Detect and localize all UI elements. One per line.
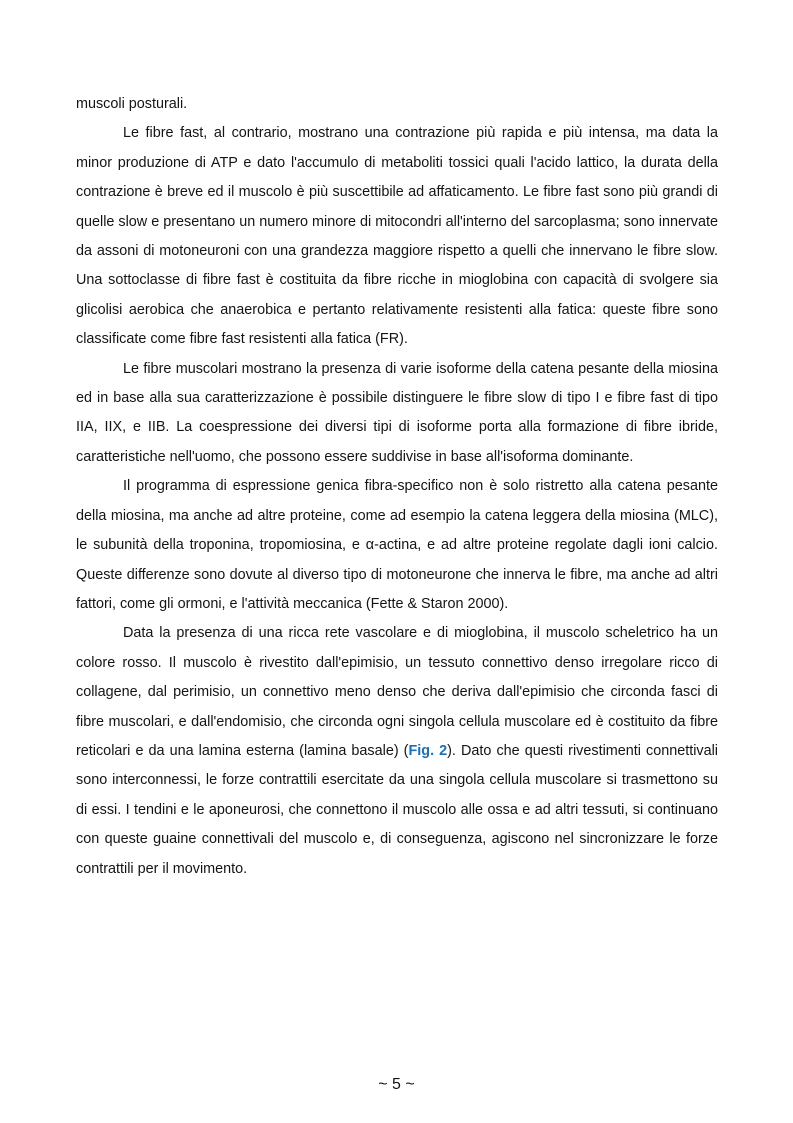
paragraph-fast-fibers: Le fibre fast, al contrario, mostrano una contrazione più rapida e più intensa, ma data la minor produzione di ATP e dato l'accumulo di metaboliti tossici quali l'acido lattico, la durata della contrazione è breve ed il muscolo è più suscettibile ad affaticamento. Le fibre fast sono più grandi di quelle slow e presentano un numero minore di mitocondri all'interno del sarcoplasma; sono innervate da assoni di motoneuroni con una grandezza maggiore rispetto a quelli che innervano le fibre slow. Una sottoclasse di fibre fast è costituita da fibre ricche in mioglobina con capacità di svolgere sia glicolisi aerobica che anaerobica e pertanto relativamente resistenti alla fatica: queste fibre sono classificate come fibre fast resistenti alla fatica (FR). xyxy=(76,125,718,348)
page-number: ~ 5 ~ xyxy=(378,1076,415,1093)
paragraph-connective-tissue-end: ). Dato che questi rivestimenti connettivali sono interconnessi, le forze contrattili esercitate da una singola cellula muscolare si trasmettono su di essi. I tendini e le aponeurosi, che connettono il muscolo alle ossa e ad altri tessuti, si continuano con queste guaine connettivali del muscolo e, di conseguenza, agiscono nel sincronizzare le forze contrattili per il movimento. xyxy=(76,742,719,877)
paragraph-continuation: muscoli posturali. xyxy=(76,96,188,112)
body-text xyxy=(76,90,718,884)
figure-reference-link[interactable]: Fig. 2 xyxy=(408,742,448,759)
paragraph-connective-tissue-start: Data la presenza di una ricca rete vascolare e di mioglobina, il muscolo scheletrico ha un colore rosso. Il muscolo è rivestito dall'epimisio, un tessuto connettivo denso irregolare ricco di collagene, dal perimisio, un connettivo meno denso che deriva dall'epimisio che circonda fasci di fibre muscolari, e dall'endomisio, che circonda ogni singola cellula muscolare ed è costituito da fibre reticolari e da una lamina esterna (lamina basale) ( xyxy=(76,625,718,759)
paragraph-myosin-isoforms: Le fibre muscolari mostrano la presenza di varie isoforme della catena pesante della miosina ed in base alla sua caratterizzazione è possibile distinguere le fibre slow di tipo I e fibre fast di tipo IIA, IIX, e IIB. La coespressione dei diversi tipi di isoforme porta alla formazione di fibre ibride, caratteristiche nell'uomo, che possono essere suddivise in base all'isoforma dominante. xyxy=(76,360,718,465)
paragraph-connective-tissue xyxy=(76,619,718,884)
paragraph-gene-expression: Il programma di espressione genica fibra-specifico non è solo ristretto alla catena pesante della miosina, ma anche ad altre proteine, come ad esempio la catena leggera della miosina (MLC), le subunità della troponina, tropomiosina, e α-actina, e ad altre proteine regolate dagli ioni calcio. Queste differenze sono dovute al diverso tipo di motoneurone che innerva le fibre, ma anche ad altri fattori, come gli ormoni, e l'attività meccanica (Fette & Staron 2000). xyxy=(76,478,718,612)
